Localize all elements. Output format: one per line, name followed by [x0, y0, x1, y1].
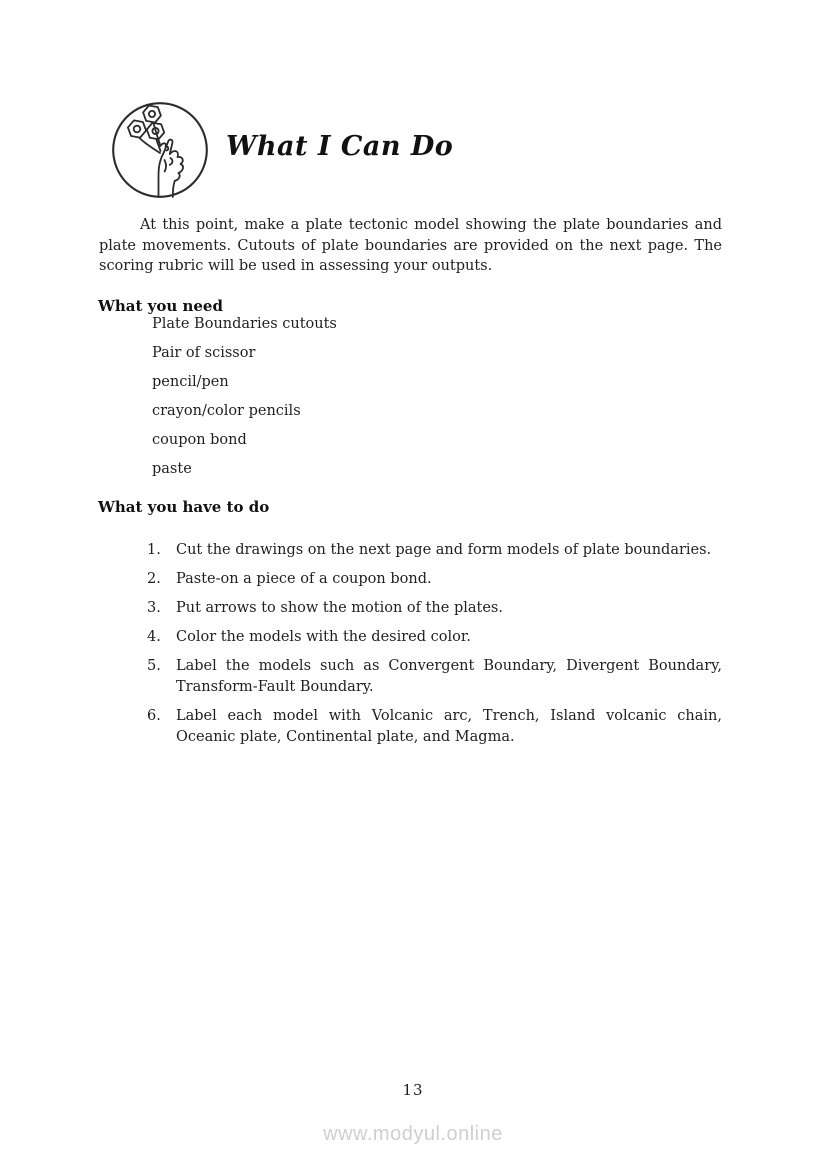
step-text: Paste-on a piece of a coupon bond. — [176, 571, 432, 587]
list-item: Pair of scissor — [152, 345, 256, 361]
step-item — [147, 540, 722, 561]
list-item: Plate Boundaries cutouts — [152, 316, 337, 332]
steps-list — [147, 540, 722, 756]
section-title: What I Can Do — [226, 131, 454, 162]
what-you-have-to-do-heading: What you have to do — [98, 498, 270, 516]
step-text: Label each model with Volcanic arc, Trench, Island volcanic chain, Oceanic plate, Continental plate, and Magma. — [176, 708, 722, 745]
step-number: 1. — [147, 542, 161, 558]
list-item: pencil/pen — [152, 374, 229, 390]
materials-list — [152, 310, 337, 484]
hand-holding-flowers-icon — [110, 100, 210, 200]
step-text: Label the models such as Convergent Boundary, Divergent Boundary, Transform-Fault Boundary. — [176, 658, 722, 695]
watermark: www.modyul.online — [323, 1123, 503, 1145]
page-number: 13 — [402, 1081, 424, 1099]
step-number: 5. — [147, 658, 161, 674]
step-number: 6. — [147, 708, 161, 724]
what-you-need-heading: What you need — [98, 297, 223, 315]
step-text: Put arrows to show the motion of the plates. — [176, 600, 503, 616]
list-item: paste — [152, 461, 192, 477]
step-number: 4. — [147, 629, 161, 645]
intro-paragraph: At this point, make a plate tectonic model showing the plate boundaries and plate movements. Cutouts of plate boundaries are provided on the next page. The scoring rubric will be used in assessing your outputs. — [99, 217, 722, 275]
step-item — [147, 627, 722, 648]
step-item — [147, 598, 722, 619]
list-item: coupon bond — [152, 432, 247, 448]
step-number: 2. — [147, 571, 161, 587]
step-item — [147, 656, 722, 698]
step-item — [147, 569, 722, 590]
step-item — [147, 706, 722, 748]
step-number: 3. — [147, 600, 161, 616]
step-text: Color the models with the desired color. — [176, 629, 471, 645]
list-item: crayon/color pencils — [152, 403, 301, 419]
step-text: Cut the drawings on the next page and form models of plate boundaries. — [176, 542, 712, 558]
